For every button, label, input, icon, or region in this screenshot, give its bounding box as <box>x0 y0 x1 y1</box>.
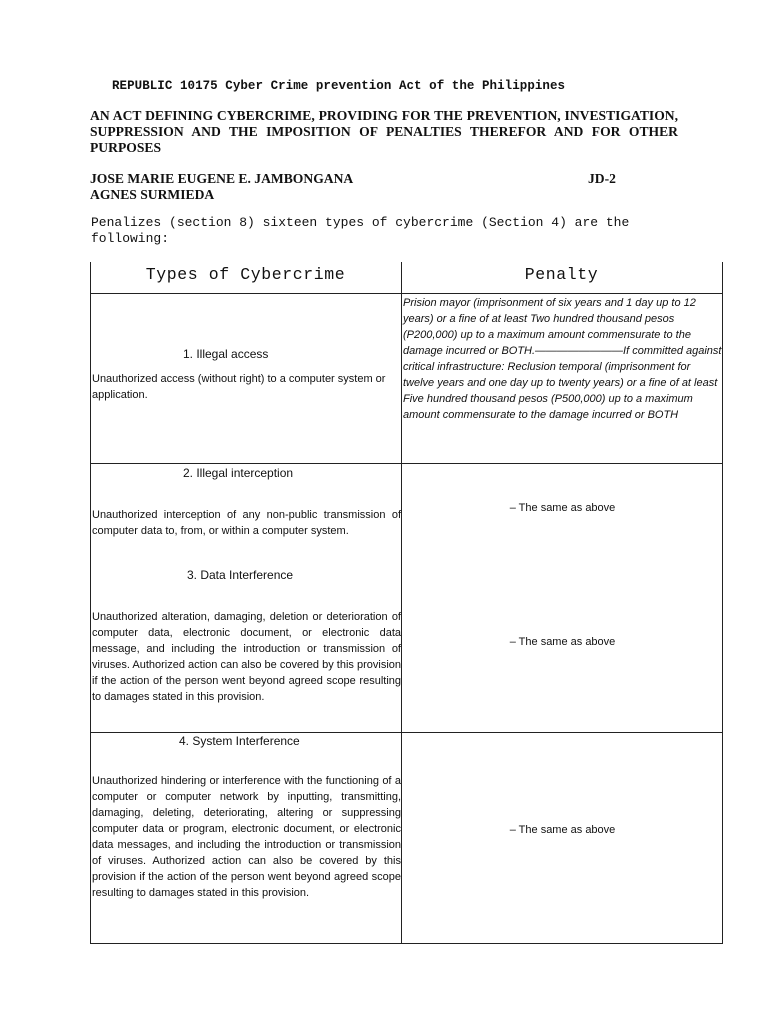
column-header-penalty: Penalty <box>524 265 599 284</box>
row-description-illegal-access: Unauthorized access (without right) to a computer system or application. <box>92 373 386 401</box>
row-description-data-interference: Unauthorized alteration, damaging, deletion or deterioration of computer data, electronic document, or electronic data message, and including the introduction or transmission of viruses. Authorized action can also be covered by this provision if the action of the person went beyond agreed scope resulting to damages stated in this provision. <box>92 611 401 703</box>
row-title-illegal-interception: 2. Illegal interception <box>183 466 294 480</box>
table-border-bottom <box>90 943 723 944</box>
act-title: AN ACT DEFINING CYBERCRIME, PROVIDING FOR THE PREVENTION, INVESTIGATION, SUPPRESSION AND THE IMPOSITION OF PENALTIES THEREFOR AND FOR OTHER PURPOSES <box>90 108 678 155</box>
author-name-1: JOSE MARIE EUGENE E. JAMBONGANA <box>90 171 354 186</box>
table-divider-middle <box>401 262 402 944</box>
penalty-illegal-interception: – The same as above <box>509 502 616 514</box>
column-header-types: Types of Cybercrime <box>145 265 346 284</box>
author-grade: JD-2 <box>588 171 616 186</box>
table-row-divider <box>90 463 723 464</box>
row-description-system-interference: Unauthorized hindering or interference with the functioning of a computer or computer network by inputting, transmitting, damaging, deleting, deteriorating, altering or suppressing computer data or program, electronic document, or electronic data messages, and including the introduction or transmission of viruses. Authorized action can also be covered by this provision if the action of the person went beyond agreed scope resulting to damages stated in this provision. <box>92 775 401 899</box>
table-border-left <box>90 262 91 944</box>
table-header-divider <box>90 293 723 294</box>
row-description-illegal-interception: Unauthorized interception of any non-public transmission of computer data to, from, or within a computer system. <box>92 509 401 537</box>
row-title-data-interference: 3. Data Interference <box>187 568 294 582</box>
table-border-right <box>722 262 723 944</box>
penalty-system-interference: – The same as above <box>509 824 616 836</box>
table-row-divider <box>90 732 723 733</box>
author-name-2: AGNES SURMIEDA <box>90 187 215 202</box>
penalty-data-interference: – The same as above <box>509 636 616 648</box>
row-title-system-interference: 4. System Interference <box>179 734 300 748</box>
row-title-illegal-access: 1. Illegal access <box>183 347 269 361</box>
document-title: REPUBLIC 10175 Cyber Crime prevention Act of the Philippines <box>112 79 566 93</box>
penalty-illegal-access: Prision mayor (imprisonment of six years and 1 day up to 12 years) or a fine of at least Two hundred thousand pesos (P200,000) up to a maximum amount commensurate to the damage incurred or BOTH.————————If committed against critical infrastructure: Reclusion temporal (imprisonment for twelve years and one day up to twenty years) or a fine of at least Five hundred thousand pesos (P500,000) up to a maximum amount commensurate to the damage incurred or BOTH <box>403 297 722 421</box>
intro-paragraph: Penalizes (section 8) sixteen types of cybercrime (Section 4) are the following: <box>91 215 630 246</box>
